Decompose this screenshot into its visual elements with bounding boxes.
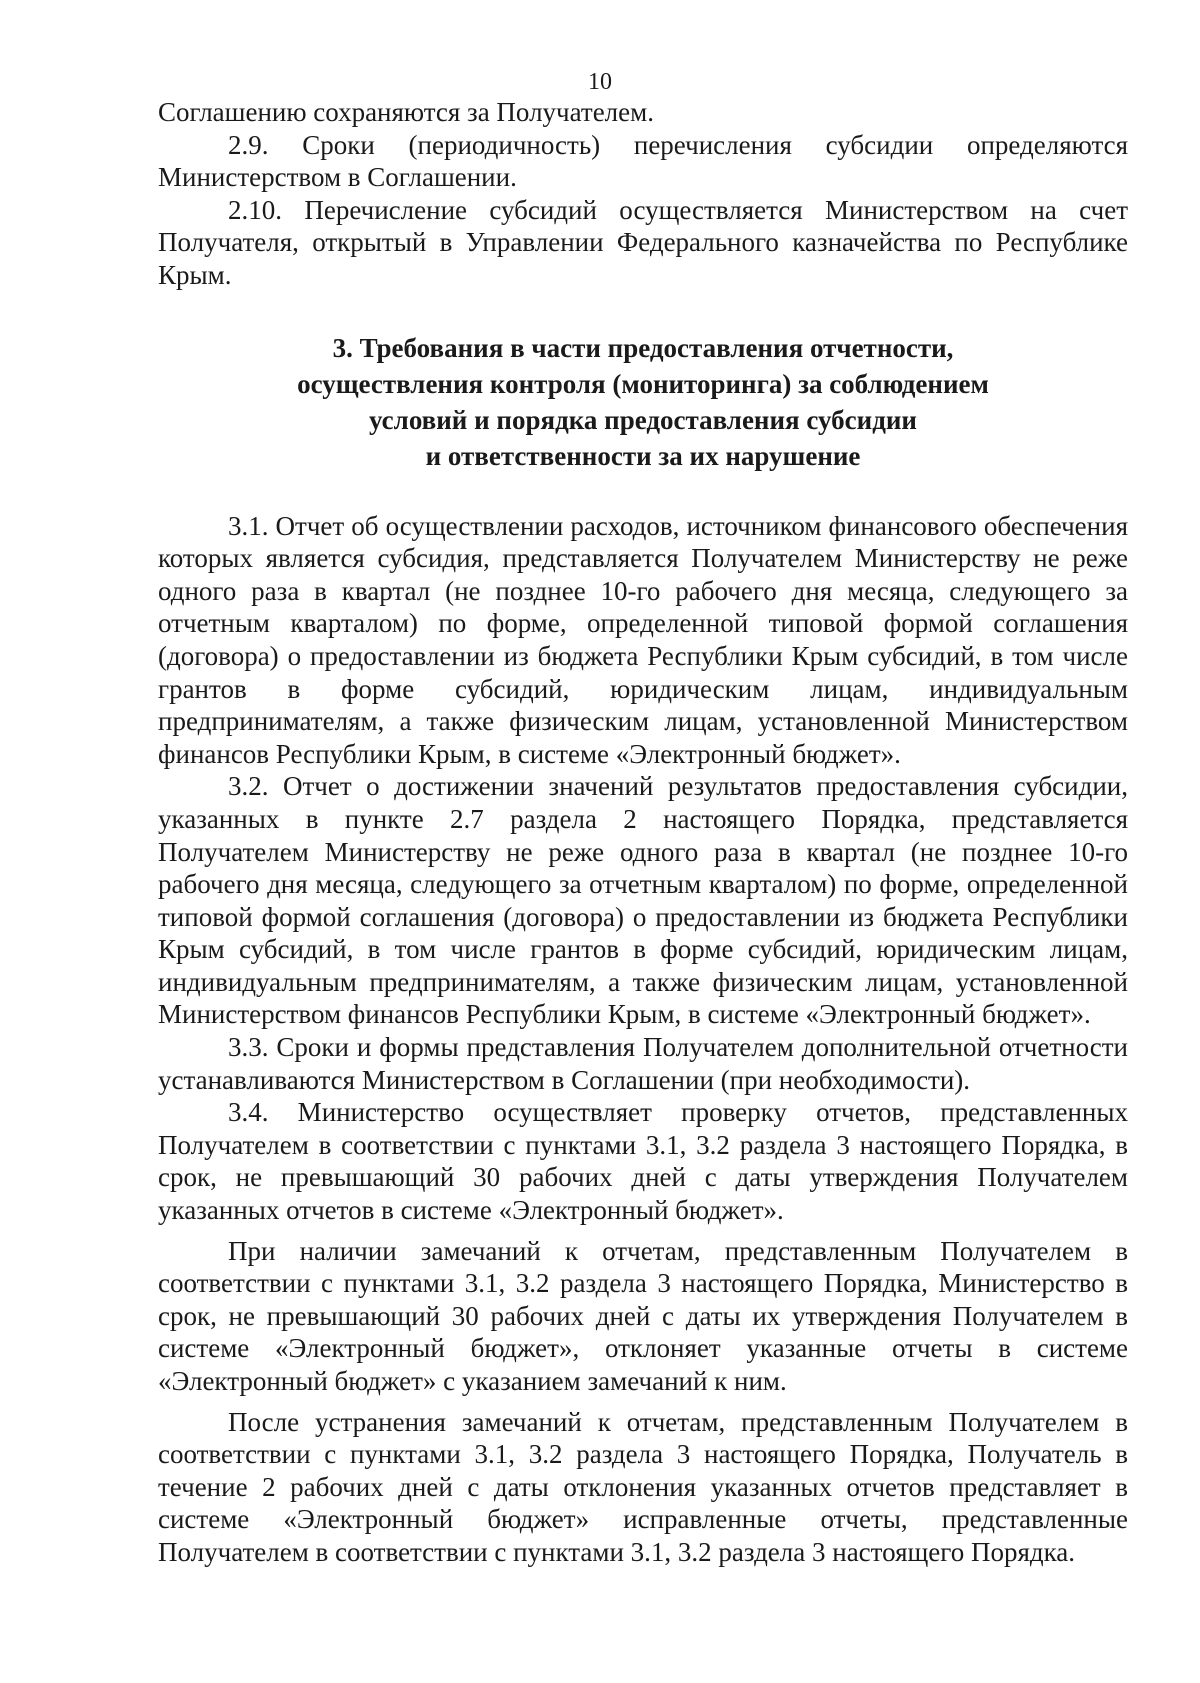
section-heading-line: условий и порядка предоставления субсидии (369, 404, 917, 435)
paragraph-3-2: 3.2. Отчет о достижении значений результатов предоставления субсидии, указанных в пункте 2.7 раздела 2 настоящего Порядка, представляется Получателем Министерству не реже одного раза в квартал (не позднее 10-го рабочего дня месяца, следующего за отчетным кварталом) по форме, определенной типовой формой соглашения (договора) о предоставлении из бюджета Республики Крым субсидий, в том числе грантов в форме субсидий, юридическим лицам, индивидуальным предпринимателям, а также физическим лицам, установленной Министерством финансов Республики Крым, в системе «Электронный бюджет». (158, 771, 1128, 1030)
page-number: 10 (588, 69, 612, 95)
section-3-heading (158, 330, 1128, 474)
paragraph-continuation: Соглашению сохраняются за Получателем. (158, 97, 654, 127)
paragraph-3-4-after-correction: После устранения замечаний к отчетам, представленным Получателем в соответствии с пунктами 3.1, 3.2 раздела 3 настоящего Порядка, Получатель в течение 2 рабочих дней с даты отклонения указанных отчетов представляет в системе «Электронный бюджет» исправленные отчеты, представленные Получателем в соответствии с пунктами 3.1, 3.2 раздела 3 настоящего Порядка. (158, 1406, 1128, 1567)
section-heading-line: осуществления контроля (мониторинга) за соблюдением (297, 368, 989, 399)
paragraph-3-4: 3.4. Министерство осуществляет проверку отчетов, представленных Получателем в соответствии с пунктами 3.1, 3.2 раздела 3 настоящего Порядка, в срок, не превышающий 30 рабочих дней с даты утверждения Получателем указанных отчетов в системе «Электронный бюджет». (158, 1097, 1128, 1226)
document-body (158, 96, 1128, 1569)
paragraph-3-1: 3.1. Отчет об осуществлении расходов, источником финансового обеспечения которых является субсидия, представляется Получателем Министерству не реже одного раза в квартал (не позднее 10-го рабочего дня месяца, следующего за отчетным кварталом) по форме, определенной типовой формой соглашения (договора) о предоставлении из бюджета Республики Крым субсидий, в том числе грантов в форме субсидий, юридическим лицам, индивидуальным предпринимателям, а также физическим лицам, установленной Министерством финансов Республики Крым, в системе «Электронный бюджет». (158, 510, 1128, 769)
paragraph-2-9: 2.9. Сроки (периодичность) перечисления субсидии определяются Министерством в Соглашении. (158, 129, 1128, 193)
section-heading-line: и ответственности за их нарушение (425, 440, 861, 471)
paragraph-3-4-remarks: При наличии замечаний к отчетам, представленным Получателем в соответствии с пунктами 3.1, 3.2 раздела 3 настоящего Порядка, Министерство в срок, не превышающий 30 рабочих дней с даты их утверждения Получателем в системе «Электронный бюджет», отклоняет указанные отчеты в системе «Электронный бюджет» с указанием замечаний к ним. (158, 1235, 1128, 1396)
section-heading-line: 3. Требования в части предоставления отчетности, (332, 332, 954, 363)
paragraph-3-3: 3.3. Сроки и формы представления Получателем дополнительной отчетности устанавливаются Министерством в Соглашении (при необходимости). (158, 1032, 1128, 1095)
paragraph-2-10: 2.10. Перечисление субсидий осуществляется Министерством на счет Получателя, открытый в Управлении Федерального казначейства по Республике Крым. (158, 194, 1128, 290)
